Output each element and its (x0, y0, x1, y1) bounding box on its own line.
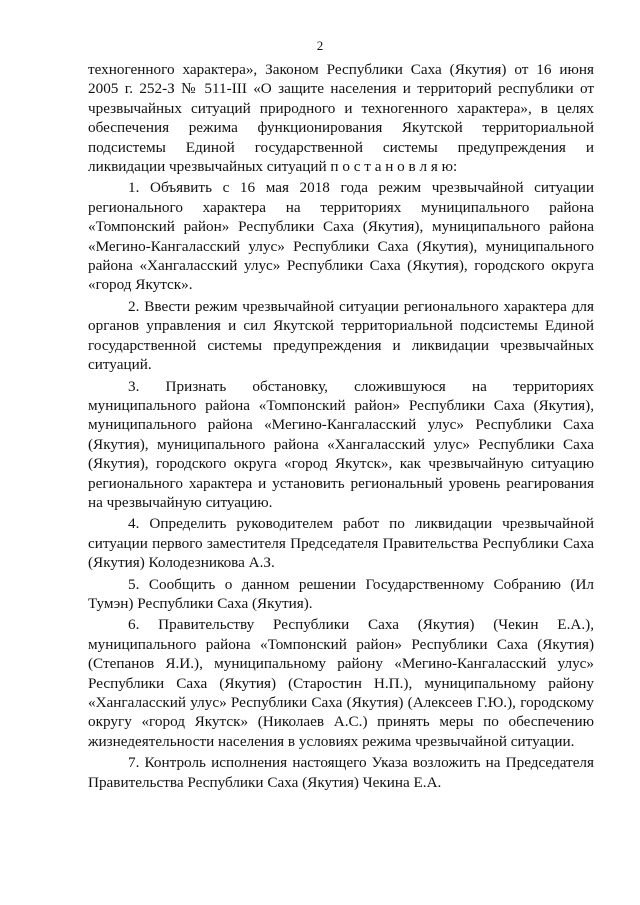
paragraph-item-4: 4. Определить руководителем работ по ликвидации чрезвычайной ситуации первого заместителя Председателя Правительства Республики Саха (Якутия) Колодезникова А.З. (88, 515, 594, 572)
paragraph-item-2: 2. Ввести режим чрезвычайной ситуации регионального характера для органов управления и сил Якутской территориальной подсистемы Единой государственной системы предупреждения и ликвидации чрезвычайных ситуаций. (88, 297, 594, 374)
paragraph-item-1: 1. Объявить с 16 мая 2018 года режим чрезвычайной ситуации регионального характера на территориях муниципального района «Томпонский район» Республики Саха (Якутия), муниципального района «Мегино-Кангаласский улус» Республики Саха (Якутия), муниципального района «Хангаласский улус» Республики Саха (Якутия), городского округа «город Якутск». (88, 179, 594, 294)
paragraph-item-5: 5. Сообщить о данном решении Государственному Собранию (Ил Тумэн) Республики Саха (Якутия). (88, 575, 594, 612)
paragraph-item-3: 3. Признать обстановку, сложившуюся на территориях муниципального района «Томпонский район» Республики Саха (Якутия), муниципального района «Мегино-Кангаласский улус» Республики Саха (Якутия), муниципального района «Хангаласский улус» Республики Саха (Якутия), городского округа «город Якутск», как чрезвычайную ситуацию регионального характера и установить региональный уровень реагирования на чрезвычайную ситуацию. (88, 377, 594, 511)
page-number: 2 (316, 38, 324, 53)
paragraph-item-7: 7. Контроль исполнения настоящего Указа возложить на Председателя Правительства Республики Саха (Якутия) Чекина Е.А. (88, 754, 594, 791)
document-body (88, 60, 594, 794)
paragraph-preamble: техногенного характера», Законом Республики Саха (Якутия) от 16 июня 2005 г. 252-З № 511-III «О защите населения и территорий республики от чрезвычайных ситуаций природного и техногенного характера», в целях обеспечения режима функционирования Якутской территориальной подсистемы Единой государственной системы предупреждения и ликвидации чрезвычайных ситуаций п о с т а н о в л я ю: (88, 61, 594, 176)
paragraph-item-6: 6. Правительству Республики Саха (Якутия) (Чекин Е.А.), муниципального района «Томпонский район» Республики Саха (Якутия) (Степанов Я.И.), муниципальному району «Мегино-Кангаласский улус» Республики Саха (Якутия) (Старостин Н.П.), муниципальному району «Хангаласский улус» Республики Саха (Якутия) (Алексеев Г.Ю.), городскому округу «город Якутск» (Николаев А.С.) принять меры по обеспечению жизнедеятельности населения в условиях режима чрезвычайной ситуации. (88, 616, 594, 750)
